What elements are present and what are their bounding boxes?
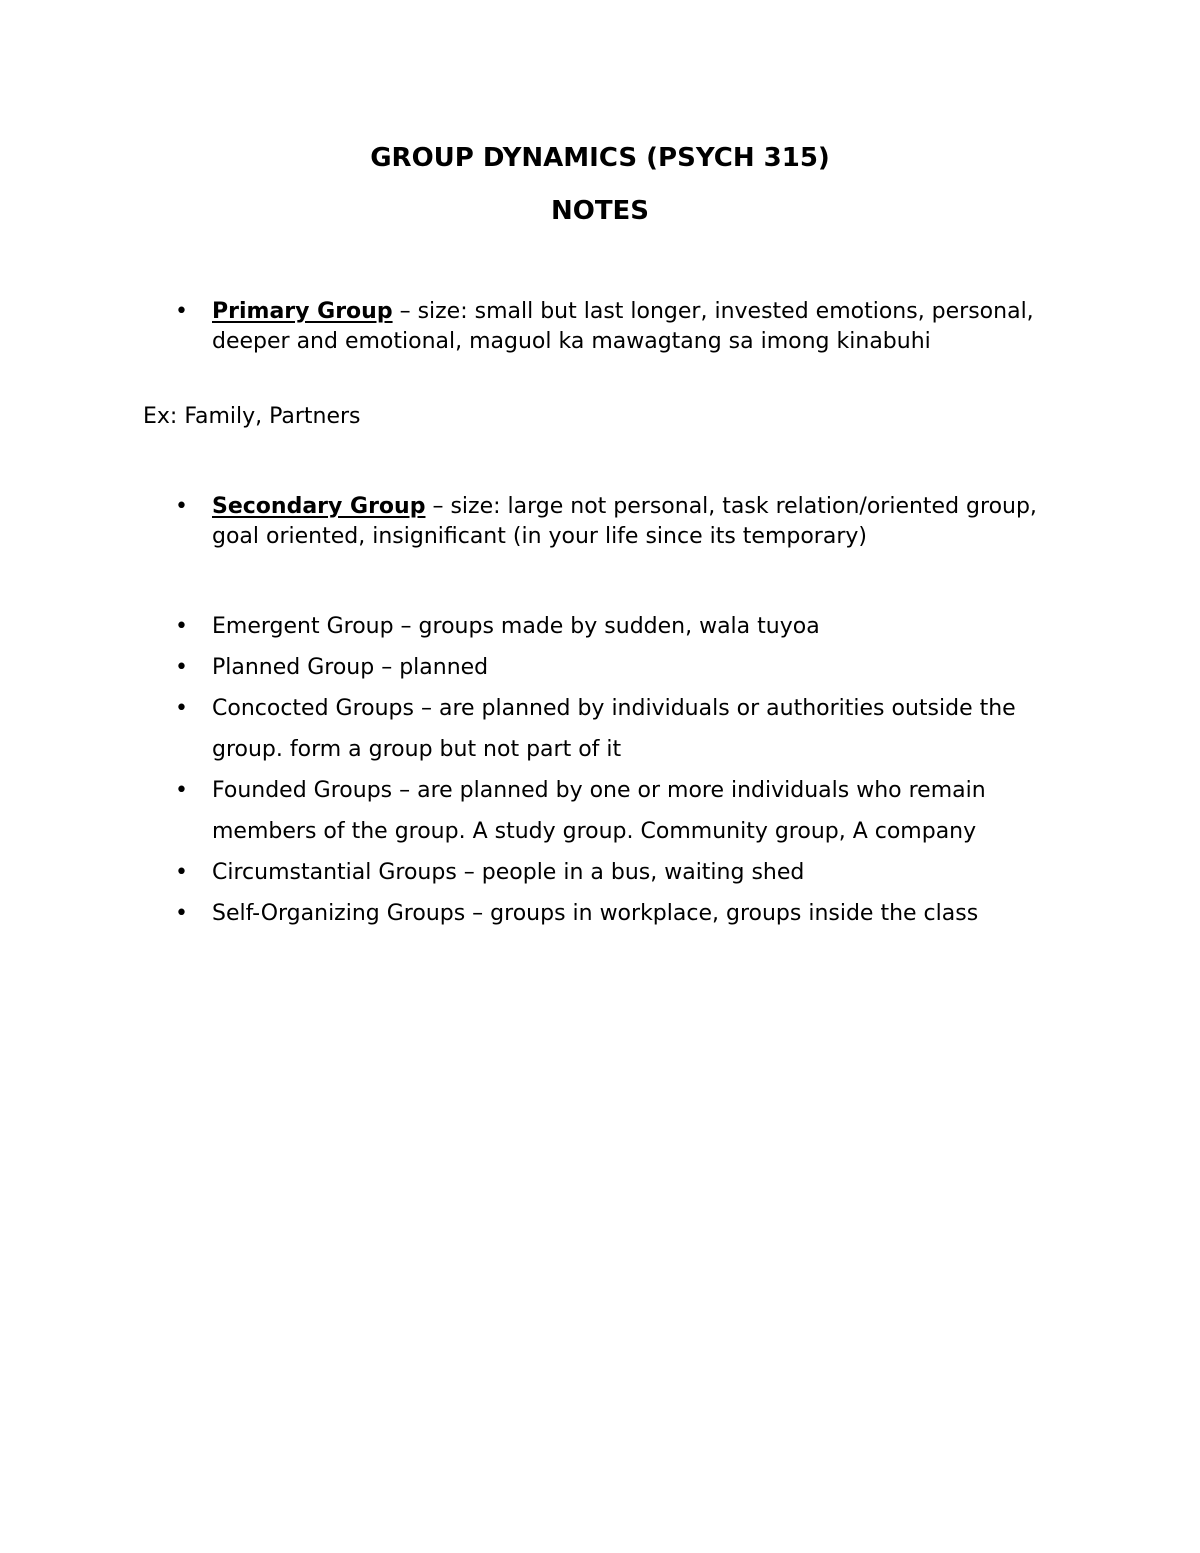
bullet-icon: • — [175, 299, 188, 324]
list-item-text: Self-Organizing Groups – groups in workplace, groups inside the class — [212, 901, 979, 926]
term-secondary-group: Secondary Group — [212, 494, 426, 519]
list-item-text: Concocted Groups – are planned by individuals or authorities outside the group. form a group but not part of it — [212, 696, 1016, 762]
list-item-text: Planned Group – planned — [212, 655, 489, 680]
bullet-icon: • — [175, 860, 188, 885]
list-item-text: Emergent Group – groups made by sudden, wala tuyoa — [212, 614, 820, 639]
bullet-icon: • — [175, 696, 188, 721]
bullet-icon: • — [175, 494, 188, 519]
example-text: Ex: Family, Partners — [143, 404, 361, 429]
list-item-text: Circumstantial Groups – people in a bus, waiting shed — [212, 860, 805, 885]
document-subtitle: NOTES — [550, 196, 650, 226]
definition-primary-group: – size: small but last longer, invested emotions, personal, deeper and emotional, maguol ka mawagtang sa imong kinabuhi — [212, 299, 1034, 354]
bullet-icon: • — [175, 778, 188, 803]
definition-secondary-group: – size: large not personal, task relation/oriented group, goal oriented, insignificant (in your life since its temporary) — [212, 494, 1037, 549]
document-title: GROUP DYNAMICS (PSYCH 315) — [370, 143, 830, 173]
bullet-icon: • — [175, 614, 188, 639]
list-item-text — [212, 297, 1062, 357]
list-item-text — [212, 492, 1062, 552]
list-item-text: Founded Groups – are planned by one or more individuals who remain members of the group. A study group. Community group, A company — [212, 778, 986, 844]
bullet-icon: • — [175, 901, 188, 926]
term-primary-group: Primary Group — [212, 299, 393, 324]
bullet-icon: • — [175, 655, 188, 680]
